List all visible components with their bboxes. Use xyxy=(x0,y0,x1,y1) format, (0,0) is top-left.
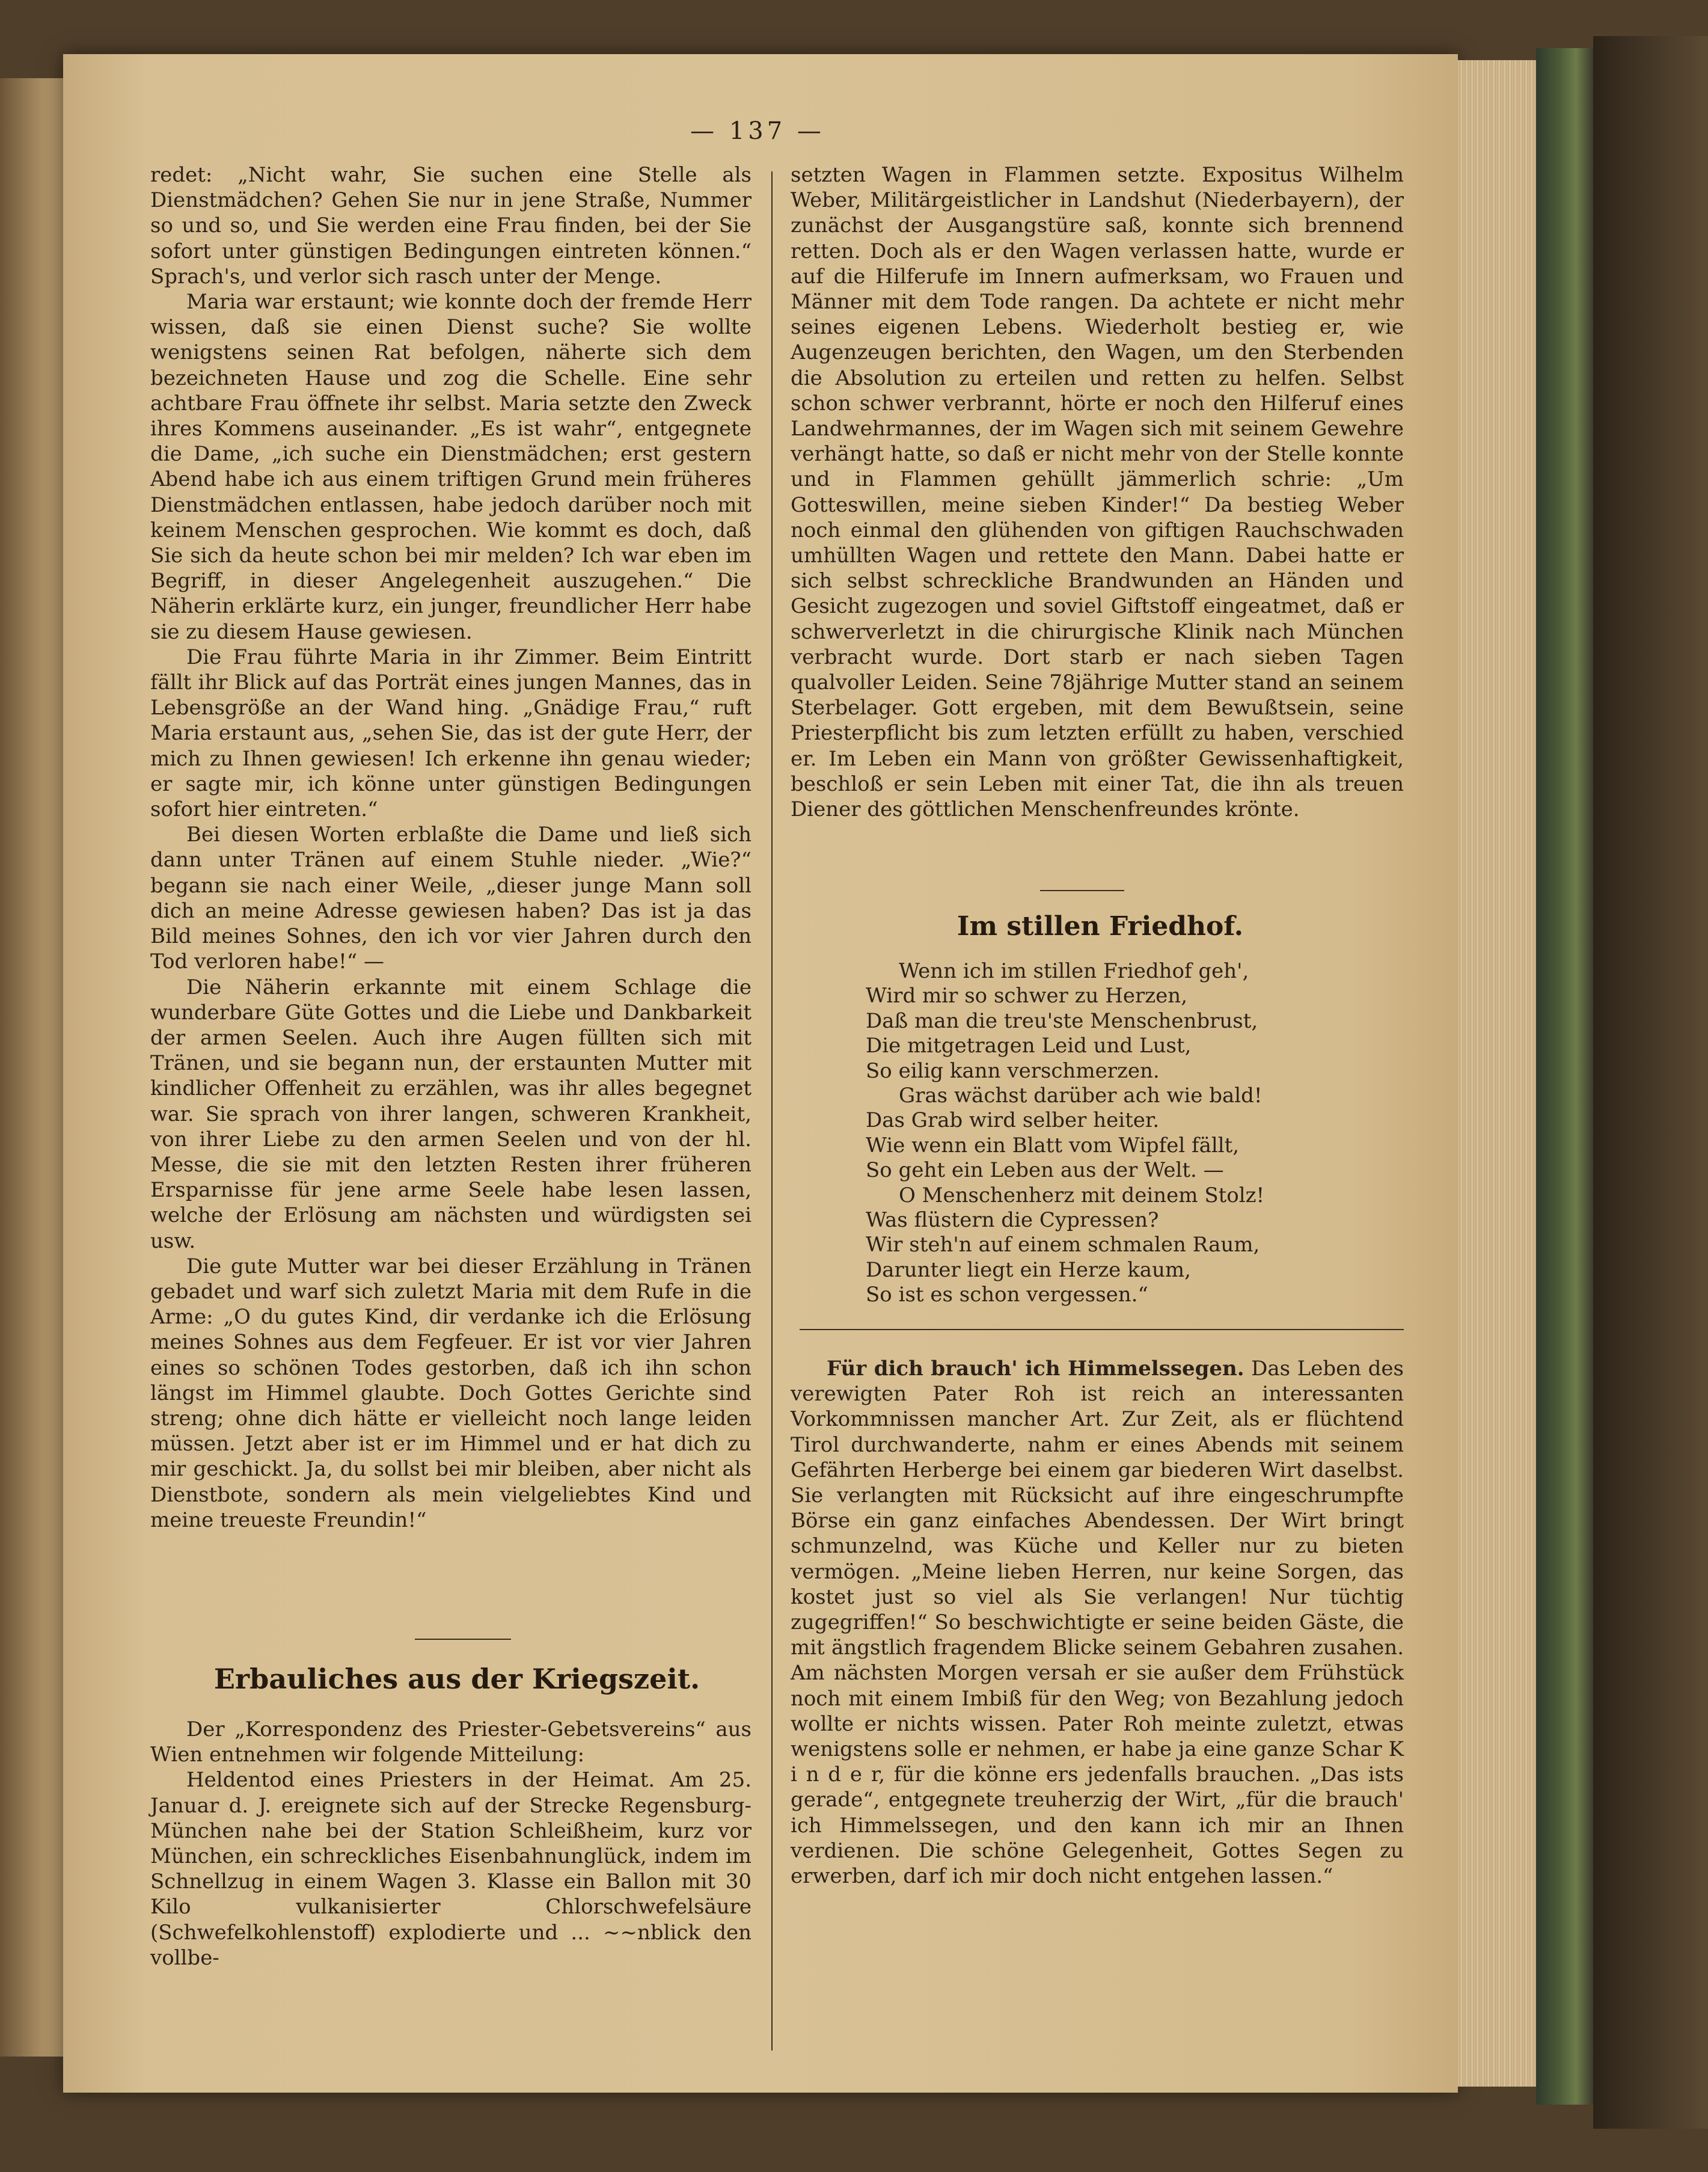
page-stack-edge xyxy=(1458,60,1536,2087)
poem-line: Das Grab wird selber heiter. xyxy=(866,1108,1160,1133)
section-rule xyxy=(415,1639,511,1640)
poem-line: Gras wächst darüber ach wie bald! xyxy=(899,1084,1263,1108)
poem-title: Im stillen Friedhof. xyxy=(957,911,1244,942)
poem-line: Die mitgetragen Leid und Lust, xyxy=(866,1034,1192,1058)
paragraph: redet: „Nicht wahr, Sie suchen eine Stelle als Dienstmädchen? Gehen Sie nur in jene Straße, Nummer so und so, und Sie werden eine Frau finden, bei der Sie sofort unter günstigen Bedingungen eintreten können.“ Sprach's, und verlor sich rasch unter der Menge. xyxy=(150,163,751,289)
poem-line: Wie wenn ein Blatt vom Wipfel fällt, xyxy=(866,1133,1240,1158)
book-cover-spine xyxy=(1536,48,1593,2105)
poem-line: So eilig kann verschmerzen. xyxy=(866,1058,1160,1083)
article-lead: Für dich brauch' ich Himmelssegen. xyxy=(827,1357,1244,1381)
section-heading: Erbauliches aus der Kriegszeit. xyxy=(213,1663,700,1695)
paragraph: Heldentod eines Priesters in der Heimat. Am 25. Januar d. J. ereignete sich auf der Strecke Regensburg-München nahe bei der Station Schleißheim, kurz vor München, ein schreckliches Eisenbahnunglück, indem im Schnellzug in einem Wagen 3. Klasse ein Ballon mit 30 Kilo vulkanisierter Chlorschwefelsäure (Schwefelkohlenstoff) explodierte und ... ~~nblick den vollbe- xyxy=(150,1768,751,1970)
right-column-article xyxy=(791,1356,1404,1889)
paragraph: Der „Korrespondenz des Priester-Gebetsvereins“ aus Wien entnehmen wir folgende Mitteilung: xyxy=(150,1717,751,1767)
poem-rule xyxy=(1040,890,1124,891)
right-column xyxy=(791,162,1404,822)
poem xyxy=(866,959,1395,1308)
article-text: Das Leben des verewigten Pater Roh ist reich an interessanten Vorkommnissen mancher Art. Zur Zeit, als er flüchtend Tirol durchwanderte, nahm er eines Abends mit seinem Gefährten Herberge bei einem gar biederen Wirt daselbst. Sie verlangten mit Rücksicht auf ihre eingeschrumpfte Börse ein ganz einfaches Abendessen. Der Wirt bringt schmunzelnd, was Küche und Keller nur zu bieten vermögen. „Meine lieben Herren, nur keine Sorgen, das kostet just so viel als Sie verlangen! Nur tüchtig zugegriffen!“ So beschwichtigte er seine beiden Gäste, die mit ängstlich fragendem Blicke seinem Gebahren zusahen. Am nächsten Morgen versah er sie außer dem Frühstück noch mit einem Imbiß für den Weg; von Bezahlung jedoch wollte er nichts wissen. Pater Roh meinte zuletzt, etwas wenigstens solle er nehmen, er habe ja eine ganze Schar K i n d e r, für die könne ers jedenfalls brauchen. „Das ists gerade“, entgegnete treuherzig der Wirt, „für die brauch' ich Himmelssegen, und den kann ich mir an Ihnen verdienen. Die schöne Gelegenheit, Gottes Segen zu erwerben, darf ich mir doch nicht entgehen lassen.“ xyxy=(791,1357,1404,1889)
poem-line: So geht ein Leben aus der Welt. — xyxy=(866,1158,1224,1183)
paragraph: Bei diesen Worten erblaßte die Dame und ließ sich dann unter Tränen auf einem Stuhle nieder. „Wie?“ begann sie nach einer Weile, „dieser junge Mann soll dich an meine Adresse gewiesen haben? Das ist ja das Bild meines Sohnes, den ich vor vier Jahren durch den Tod verloren habe!“ — xyxy=(150,823,751,974)
poem-line: Wenn ich im stillen Friedhof geh', xyxy=(899,959,1249,983)
paragraph: Die gute Mutter war bei dieser Erzählung in Tränen gebadet und warf sich zuletzt Maria mit dem Rufe in die Arme: „O du gutes Kind, dir verdanke ich die Erlösung meines Sohnes aus dem Fegfeuer. Er ist vor vier Jahren eines so schönen Todes gestorben, daß ich ihn schon längst im Himmel glaubte. Doch Gottes Gerichte sind streng; ohne dich hätte er vielleicht noch lange leiden müssen. Jetzt aber ist er im Himmel und er hat dich zu mir geschickt. Ja, du sollst bei mir bleiben, aber nicht als Dienstbote, sondern als mein vielgeliebtes Kind und meine treueste Freundin!“ xyxy=(150,1254,751,1532)
poem-line: So ist es schon vergessen.“ xyxy=(866,1283,1148,1307)
poem-line: O Menschenherz mit deinem Stolz! xyxy=(899,1183,1265,1207)
paragraph xyxy=(791,1356,1404,1889)
paragraph: setzten Wagen in Flammen setzte. Expositus Wilhelm Weber, Militärgeistlicher in Landshut (Niederbayern), der zunächst der Ausgangstüre saß, konnte sich brennend retten. Doch als er den Wagen verlassen hatte, wurde er auf die Hilferufe im Innern aufmerksam, wo Frauen und Männer mit dem Tode rangen. Da achtete er nicht mehr seines eigenen Lebens. Wiederholt bestieg er, wie Augenzeugen berichten, den Wagen, um den Sterbenden die Absolution zu erteilen und retten zu helfen. Selbst schon schwer verbrannt, hörte er noch den Hilferuf eines Landwehrmannes, der im Wagen sich mit seinem Gewehre verhängt hatte, so daß er nicht mehr von der Stelle konnte und in Flammen gehüllt jämmerlich schrie: „Um Gotteswillen, meine sieben Kinder!“ Da bestieg Weber noch einmal den glühenden von giftigen Rauchschwaden umhüllten Wagen und rettete den Mann. Dabei hatte er sich selbst schreckliche Brandwunden an Händen und Gesicht zugezogen und soviel Giftstoff eingeatmet, daß er schwerverletzt in die chirurgische Klinik nach München verbracht wurde. Dort starb er nach sieben Tagen qualvoller Leiden. Seine 78jährige Mutter stand an seinem Sterbelager. Gott ergeben, mit dem Bewußtsein, seine Priesterpflicht bis zum letzten erfüllt zu haben, verschied er. Im Leben ein Mann von größter Gewissenhaftigkeit, beschloß er sein Leben mit einer Tat, die ihn als treuen Diener des göttlichen Menschenfreundes krönte. xyxy=(791,163,1404,822)
page-number: — 137 — xyxy=(690,117,825,145)
poem-line: Wir steh'n auf einem schmalen Raum, xyxy=(866,1233,1260,1257)
paragraph: Maria war erstaunt; wie konnte doch der fremde Herr wissen, daß sie einen Dienst suche? Sie wollte wenigstens seinen Rat befolgen, näherte sich dem bezeichneten Hause und zog die Schelle. Eine sehr achtbare Frau öffnete ihr selbst. Maria setzte den Zweck ihres Kommens auseinander. „Es ist wahr“, entgegnete die Dame, „ich suche ein Dienstmädchen; erst gestern Abend habe ich aus einem triftigen Grund mein früheres Dienstmädchen entlassen, habe jedoch darüber noch mit keinem Menschen gesprochen. Wie kommt es doch, daß Sie sich da heute schon bei mir melden? Ich war eben im Begriff, in dieser Angelegenheit auszugehen.“ Die Näherin erklärte kurz, ein junger, freundlicher Herr habe sie zu diesem Hause gewiesen. xyxy=(150,290,751,644)
poem-line: Was flüstern die Cypressen? xyxy=(866,1208,1159,1233)
column-divider xyxy=(771,171,773,2051)
book-cover-background xyxy=(1593,36,1708,2129)
poem-line: Daß man die treu'ste Menschenbrust, xyxy=(866,1008,1258,1033)
poem-line: Darunter liegt ein Herze kaum, xyxy=(866,1257,1191,1282)
left-column-continued xyxy=(150,1717,751,1971)
paragraph: Die Näherin erkannte mit einem Schlage die wunderbare Güte Gottes und die Liebe und Dankbarkeit der armen Seelen. Auch ihre Augen füllten sich mit Tränen, und sie begann nun, der erstaunten Mutter mit kindlicher Offenheit zu erzählen, was ihr alles begegnet war. Sie sprach von ihrer langen, schweren Krankheit, von ihrer Liebe zu den armen Seelen und von der hl. Messe, die sie mit den letzten Resten ihrer früheren Ersparnisse für jene arme Seele habe lesen lassen, welche der Erlösung am nächsten und würdigsten sei usw. xyxy=(150,975,751,1253)
left-column xyxy=(150,162,751,1533)
paragraph: Die Frau führte Maria in ihr Zimmer. Beim Eintritt fällt ihr Blick auf das Porträt eines jungen Mannes, das in Lebensgröße an der Wand hing. „Gnädige Frau,“ ruft Maria erstaunt aus, „sehen Sie, das ist der gute Herr, der mich zu Ihnen gewiesen! Ich erkenne ihn genau wieder; er sagte mir, ich könne unter günstigen Bedingungen sofort hier eintreten.“ xyxy=(150,645,751,822)
article-separator xyxy=(800,1329,1404,1330)
poem-line: Wird mir so schwer zu Herzen, xyxy=(866,984,1188,1008)
